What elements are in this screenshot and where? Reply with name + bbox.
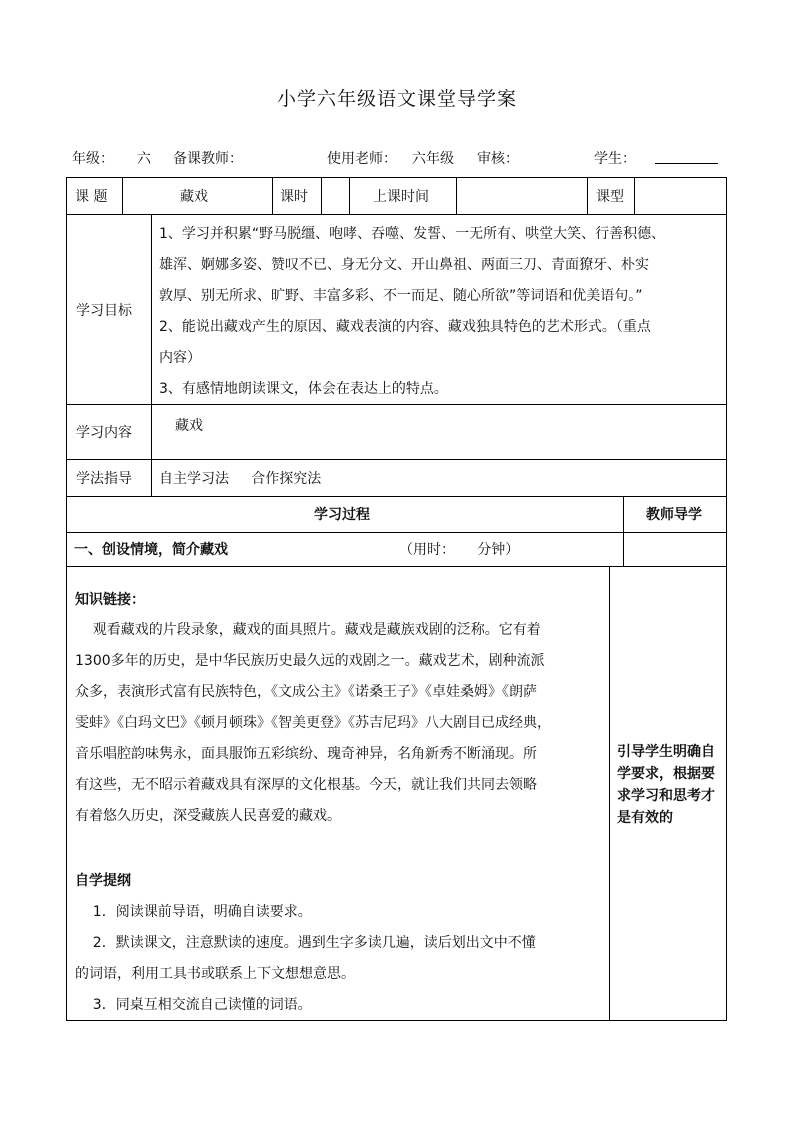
goal-line: 1、学习并积累“野马脱缰、咆哮、吞噬、发誓、一无所有、哄堂大笑、行善积德、	[159, 226, 666, 242]
knowledge-line: 众多，表演形式富有民族特色，《文成公主》《诺桑王子》《卓娃桑姆》《朗萨	[75, 684, 537, 700]
grade-label: 年级：	[72, 151, 114, 167]
selfstudy-line: 的词语，利用工具书或联系上下文想想意思。	[75, 966, 355, 982]
teacher-note: 引导学生明确自学要求，根据要求学习和思考才是有效的	[617, 744, 715, 826]
content-value: 藏戏	[175, 418, 203, 434]
user-teacher-value: 六年级	[412, 151, 454, 167]
section-time: （用时： 分钟）	[399, 542, 520, 558]
process-header: 学习过程	[314, 507, 370, 523]
time-label: 上课时间	[373, 189, 429, 205]
grade-value: 六	[137, 151, 151, 167]
knowledge-line: 音乐唱腔韵味隽永，面具服饰五彩缤纷、瑰奇神异，名角新秀不断涌现。所	[75, 746, 537, 762]
period-label: 课时	[280, 189, 308, 205]
knowledge-heading: 知识链接：	[75, 592, 145, 608]
teacher-guide-header: 教师导学	[646, 507, 702, 523]
goal-line: 敦厚、别无所求、旷野、丰富多彩、不一而足、随心所欲”等词语和优美语句。”	[159, 288, 643, 304]
knowledge-line: 1300多年的历史，是中华民族历史最久远的戏剧之一。藏戏艺术，剧种流派	[75, 653, 545, 669]
topic-label: 课 题	[75, 189, 108, 205]
selfstudy-line: 2．默读课文，注意默读的速度。遇到生字多读几遍，读后划出文中不懂	[75, 935, 536, 951]
prep-teacher-label: 备课教师：	[173, 151, 243, 167]
knowledge-line: 观看藏戏的片段录象，藏戏的面具照片。藏戏是藏族戏剧的泛称。它有着	[75, 622, 541, 638]
goal-line: 3、有感情地朗读课文，体会在表达上的特点。	[159, 381, 448, 397]
knowledge-line: 雯蚌》《白玛文巴》《顿月顿珠》《智美更登》《苏吉尼玛》八大剧目已成经典，	[75, 715, 551, 731]
type-label: 课型	[596, 189, 624, 205]
user-teacher-label: 使用老师：	[327, 151, 397, 167]
topic-value: 藏戏	[180, 189, 208, 205]
method-label: 学法指导	[76, 471, 132, 487]
goals-label: 学习目标	[76, 303, 132, 319]
goal-line: 2、能说出藏戏产生的原因、藏戏表演的内容、藏戏独具特色的艺术形式。（重点	[159, 319, 651, 335]
student-label: 学生：	[594, 151, 636, 167]
page-title: 小学六年级语文课堂导学案	[276, 88, 517, 110]
review-label: 审核：	[477, 151, 519, 167]
method-value: 自主学习法 合作探究法	[159, 471, 322, 487]
goal-line: 内容）	[159, 350, 201, 366]
knowledge-line: 有着悠久历史，深受藏族人民喜爱的藏戏。	[75, 808, 341, 824]
selfstudy-line: 3．同桌互相交流自己读懂的词语。	[75, 997, 312, 1013]
content-label: 学习内容	[76, 425, 132, 441]
goal-line: 雄浑、婀娜多姿、赞叹不已、身无分文、开山鼻祖、两面三刀、青面獠牙、朴实	[159, 257, 649, 273]
knowledge-line: 有这些，无不昭示着藏戏具有深厚的文化根基。今天，就让我们共同去领略	[75, 777, 537, 793]
section-title: 一、创设情境，简介藏戏	[74, 542, 228, 558]
selfstudy-heading: 自学提纲	[75, 873, 131, 889]
student-name-blank	[655, 163, 718, 164]
selfstudy-line: 1．阅读课前导语，明确自读要求。	[75, 904, 312, 920]
